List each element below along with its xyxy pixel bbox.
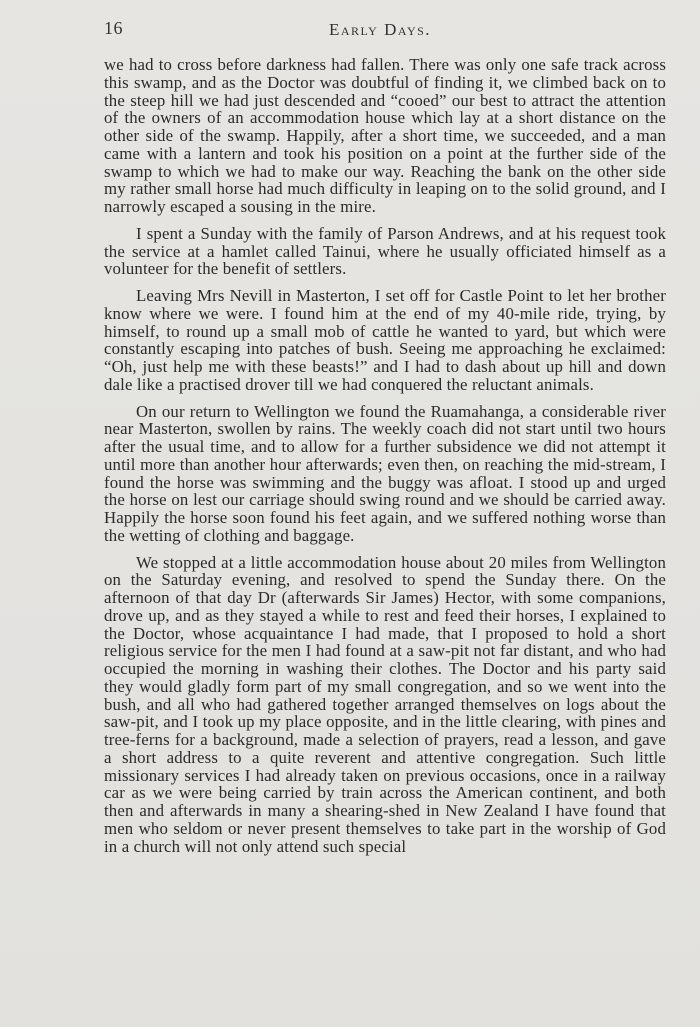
paragraph-1: we had to cross before darkness had fallen. There was only one safe track across this swamp, and as the Doctor was doubtful of finding it, we climbed back on to the steep hill we had just descended and “cooed” our best to attract the attention of the owners of an accommodation house which lay at a short distance on the other side of the swamp. Happily, after a short time, we succeeded, and a man came with a lantern and took his position on a point at the further side of the swamp to which we had to make our way. Reaching the bank on the other side my rather small horse had much difficulty in leaping on to the solid ground, and I narrowly escaped a sousing in the mire.: [104, 55, 666, 216]
paragraph-5: We stopped at a little accommodation house about 20 miles from Wellington on the Saturday evening, and resolved to spend the Sunday there. On the afternoon of that day Dr (afterwards Sir James) Hector, with some companions, drove up, and as they stayed a while to rest and feed their horses, I explained to the Doctor, whose acquaintance I had made, that I proposed to hold a short religious service for the men I had found at a saw-pit not far distant, and who had occupied the morning in washing their clothes. The Doctor and his party said they would gladly form part of my small congregation, and so we went into the bush, and all who had gathered together arranged themselves on logs about the saw-pit, and I took up my place opposite, and in the little clearing, with pines and tree-ferns for a background, made a selection of prayers, read a lesson, and gave a short address to a quite reverent and attentive congregation. Such little missionary services I had already taken on previous occasions, once in a railway car as we were being carried by train across the American continent, and both then and afterwards in many a shearing-shed in New Zealand I have found that men who seldom or never present themselves to take part in the worship of God in a church will not only attend such special: [104, 552, 666, 856]
page-header: [104, 18, 666, 44]
body-text: [104, 56, 666, 864]
page-number: 16: [104, 18, 123, 38]
paragraph-4: On our return to Wellington we found the Ruamahanga, a considerable river near Masterton, swollen by rains. The weekly coach did not start until two hours after the usual time, and to allow for a further subsidence we did not attempt it until more than another hour afterwards; even then, on reaching the mid-stream, I found the horse was swimming and the buggy was afloat. I stood up and urged the horse on lest our carriage should swing round and we should be carried away. Happily the horse soon found his feet again, and we suffered nothing worse than the wetting of clothing and baggage.: [104, 401, 666, 545]
paragraph-2: I spent a Sunday with the family of Parson Andrews, and at his request took the service at a hamlet called Tainui, where he usually officiated himself as a volunteer for the benefit of settlers.: [104, 223, 666, 279]
paragraph-3: Leaving Mrs Nevill in Masterton, I set off for Castle Point to let her brother know where we were. I found him at the end of my 40-mile ride, trying, by himself, to round up a small mob of cattle he wanted to yard, but which were constantly escaping into patches of bush. Seeing me approaching he exclaimed: “Oh, just help me with these beasts!” and I had to dash about up hill and down dale like a practised drover till we had conquered the reluctant animals.: [104, 286, 666, 394]
running-head: Early Days.: [329, 20, 432, 39]
